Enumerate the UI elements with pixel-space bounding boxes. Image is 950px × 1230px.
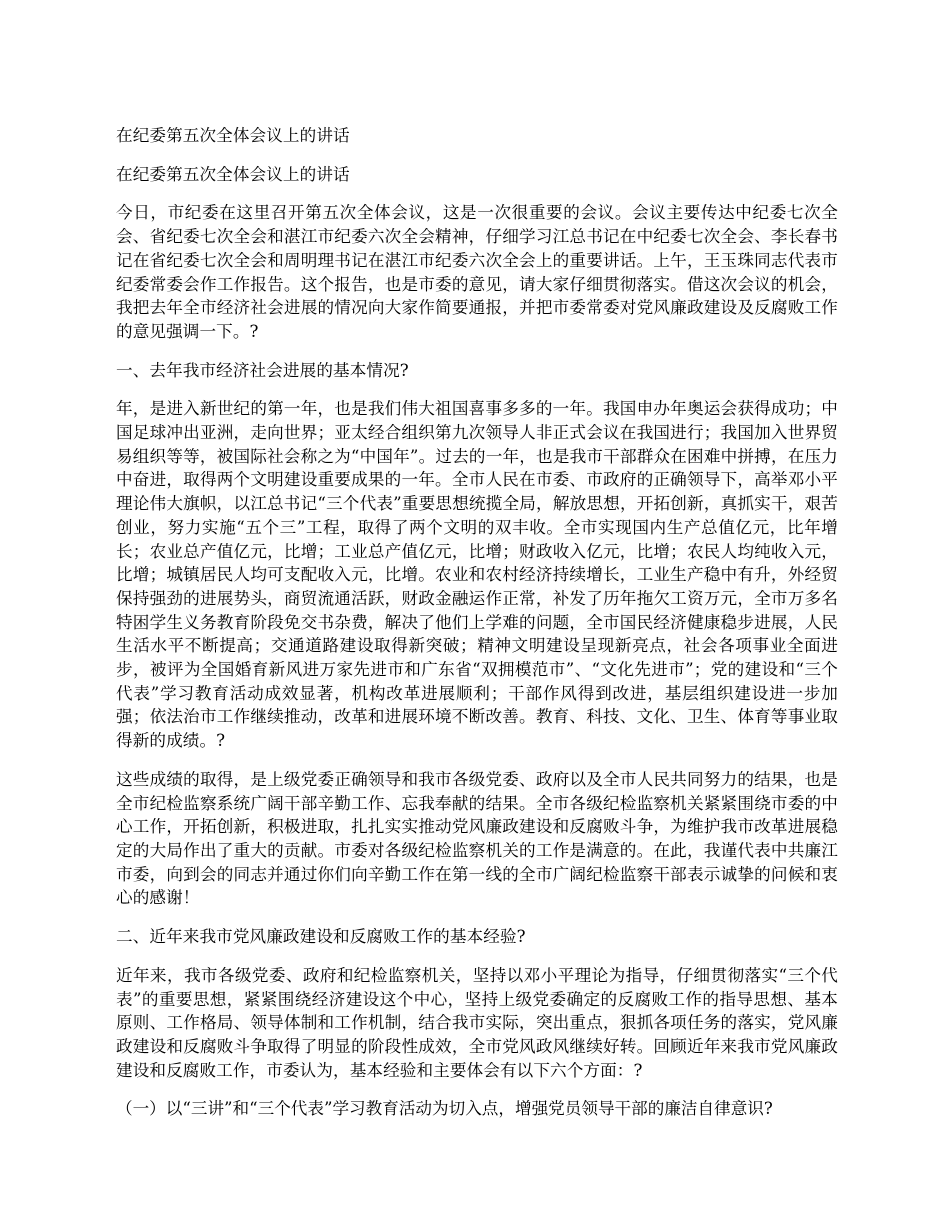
document-page: [116, 124, 838, 1136]
paragraph-review: 年，是进入新世纪的第一年，也是我们伟大祖国喜事多多的一年。我国申办年奥运会获得成功；中国足球冲出亚洲，走向世界；亚太经合组织第九次领导人非正式会议在我国进行；我国加入世界贸易组织等等，被国际社会称之为“中国年”。过去的一年，也是我市干部群众在困难中拼搏，在压力中奋进，取得两个文明建设重要成果的一年。全市人民在市委、市政府的正确领导下，高举邓小平理论伟大旗帜，以江总书记“三个代表”重要思想统揽全局，解放思想，开拓创新，真抓实干，艰苦创业，努力实施“五个三”工程，取得了两个文明的双丰收。全市实现国内生产总值亿元，比年增长；农业总产值亿元，比增；工业总产值亿元，比增；财政收入亿元，比增；农民人均纯收入元，比增；城镇居民人均可支配收入元，比增。农业和农村经济持续增长，工业生产稳中有升，外经贸保持强劲的进展势头，商贸流通活跃，财政金融运作正常，补发了历年拖欠工资万元，全市万多名特困学生义务教育阶段免交书杂费，解决了他们上学难的问题，全市国民经济健康稳步进展，人民生活水平不断提高；交通道路建设取得新突破；精神文明建设呈现新亮点，社会各项事业全面进步，被评为全国婚育新风进万家先进市和广东省“双拥模范市”、“文化先进市”；党的建设和“三个代表”学习教育活动成效显著，机构改革进展顺利；干部作风得到改进，基层组织建设进一步加强；依法治市工作继续推动，改革和进展环境不断改善。教育、科技、文化、卫生、体育等事业取得新的成绩。?: [116, 399, 838, 751]
document-subtitle: 在纪委第五次全体会议上的讲话: [116, 164, 350, 184]
section-heading-2: 二、近年来我市党风廉政建设和反腐败工作的基本经验?: [116, 927, 526, 947]
paragraph-achievements: 这些成绩的取得，是上级党委正确领导和我市各级党委、政府以及全市人民共同努力的结果，也是全市纪检监察系统广阔干部辛勤工作、忘我奉献的结果。全市各级纪检监察机关紧紧围绕市委的中心工作，开拓创新，积极进取，扎扎实实推动党风廉政建设和反腐败斗争，为维护我市改革进展稳定的大局作出了重大的贡献。市委对各级纪检监察机关的工作是满意的。在此，我谨代表中共廉江市委，向到会的同志并通过你们向辛勤工作在第一线的全市广阔纪检监察干部表示诚挚的问候和衷心的感谢！: [116, 769, 838, 908]
document-title: 在纪委第五次全体会议上的讲话: [116, 126, 350, 145]
section-heading-1: 一、去年我市经济社会进展的基本情况?: [116, 360, 409, 380]
paragraph-intro: 今日，市纪委在这里召开第五次全体会议，这是一次很重要的会议。会议主要传达中纪委七次全会、省纪委七次全会和湛江市纪委六次全会精神，仔细学习江总书记在中纪委七次全会、李长春书记在省纪委七次全会和周明理书记在湛江市纪委六次全会上的重要讲话。上午，王玉珠同志代表市纪委常委会作工作报告。这个报告，也是市委的意见，请大家仔细贯彻落实。借这次会议的机会，我把去年全市经济社会进展的情况向大家作简要通报，并把市委常委对党风廉政建设及反腐败工作的意见强调一下。?: [116, 203, 838, 341]
subsection-heading-1: （一）以“三讲”和“三个代表”学习教育活动为切入点，增强党员领导干部的廉洁自律意识?: [116, 1099, 773, 1119]
paragraph-experience: 近年来，我市各级党委、政府和纪检监察机关，坚持以邓小平理论为指导，仔细贯彻落实“三个代表”的重要思想，紧紧围绕经济建设这个中心，坚持上级党委确定的反腐败工作的指导思想、基本原则、工作格局、领导体制和工作机制，结合我市实际，突出重点，狠抓各项任务的落实，党风廉政建设和反腐败斗争取得了明显的阶段性成效，全市党风政风继续好转。回顾近年来我市党风廉政建设和反腐败工作，市委认为，基本经验和主要体会有以下六个方面：?: [116, 965, 838, 1080]
